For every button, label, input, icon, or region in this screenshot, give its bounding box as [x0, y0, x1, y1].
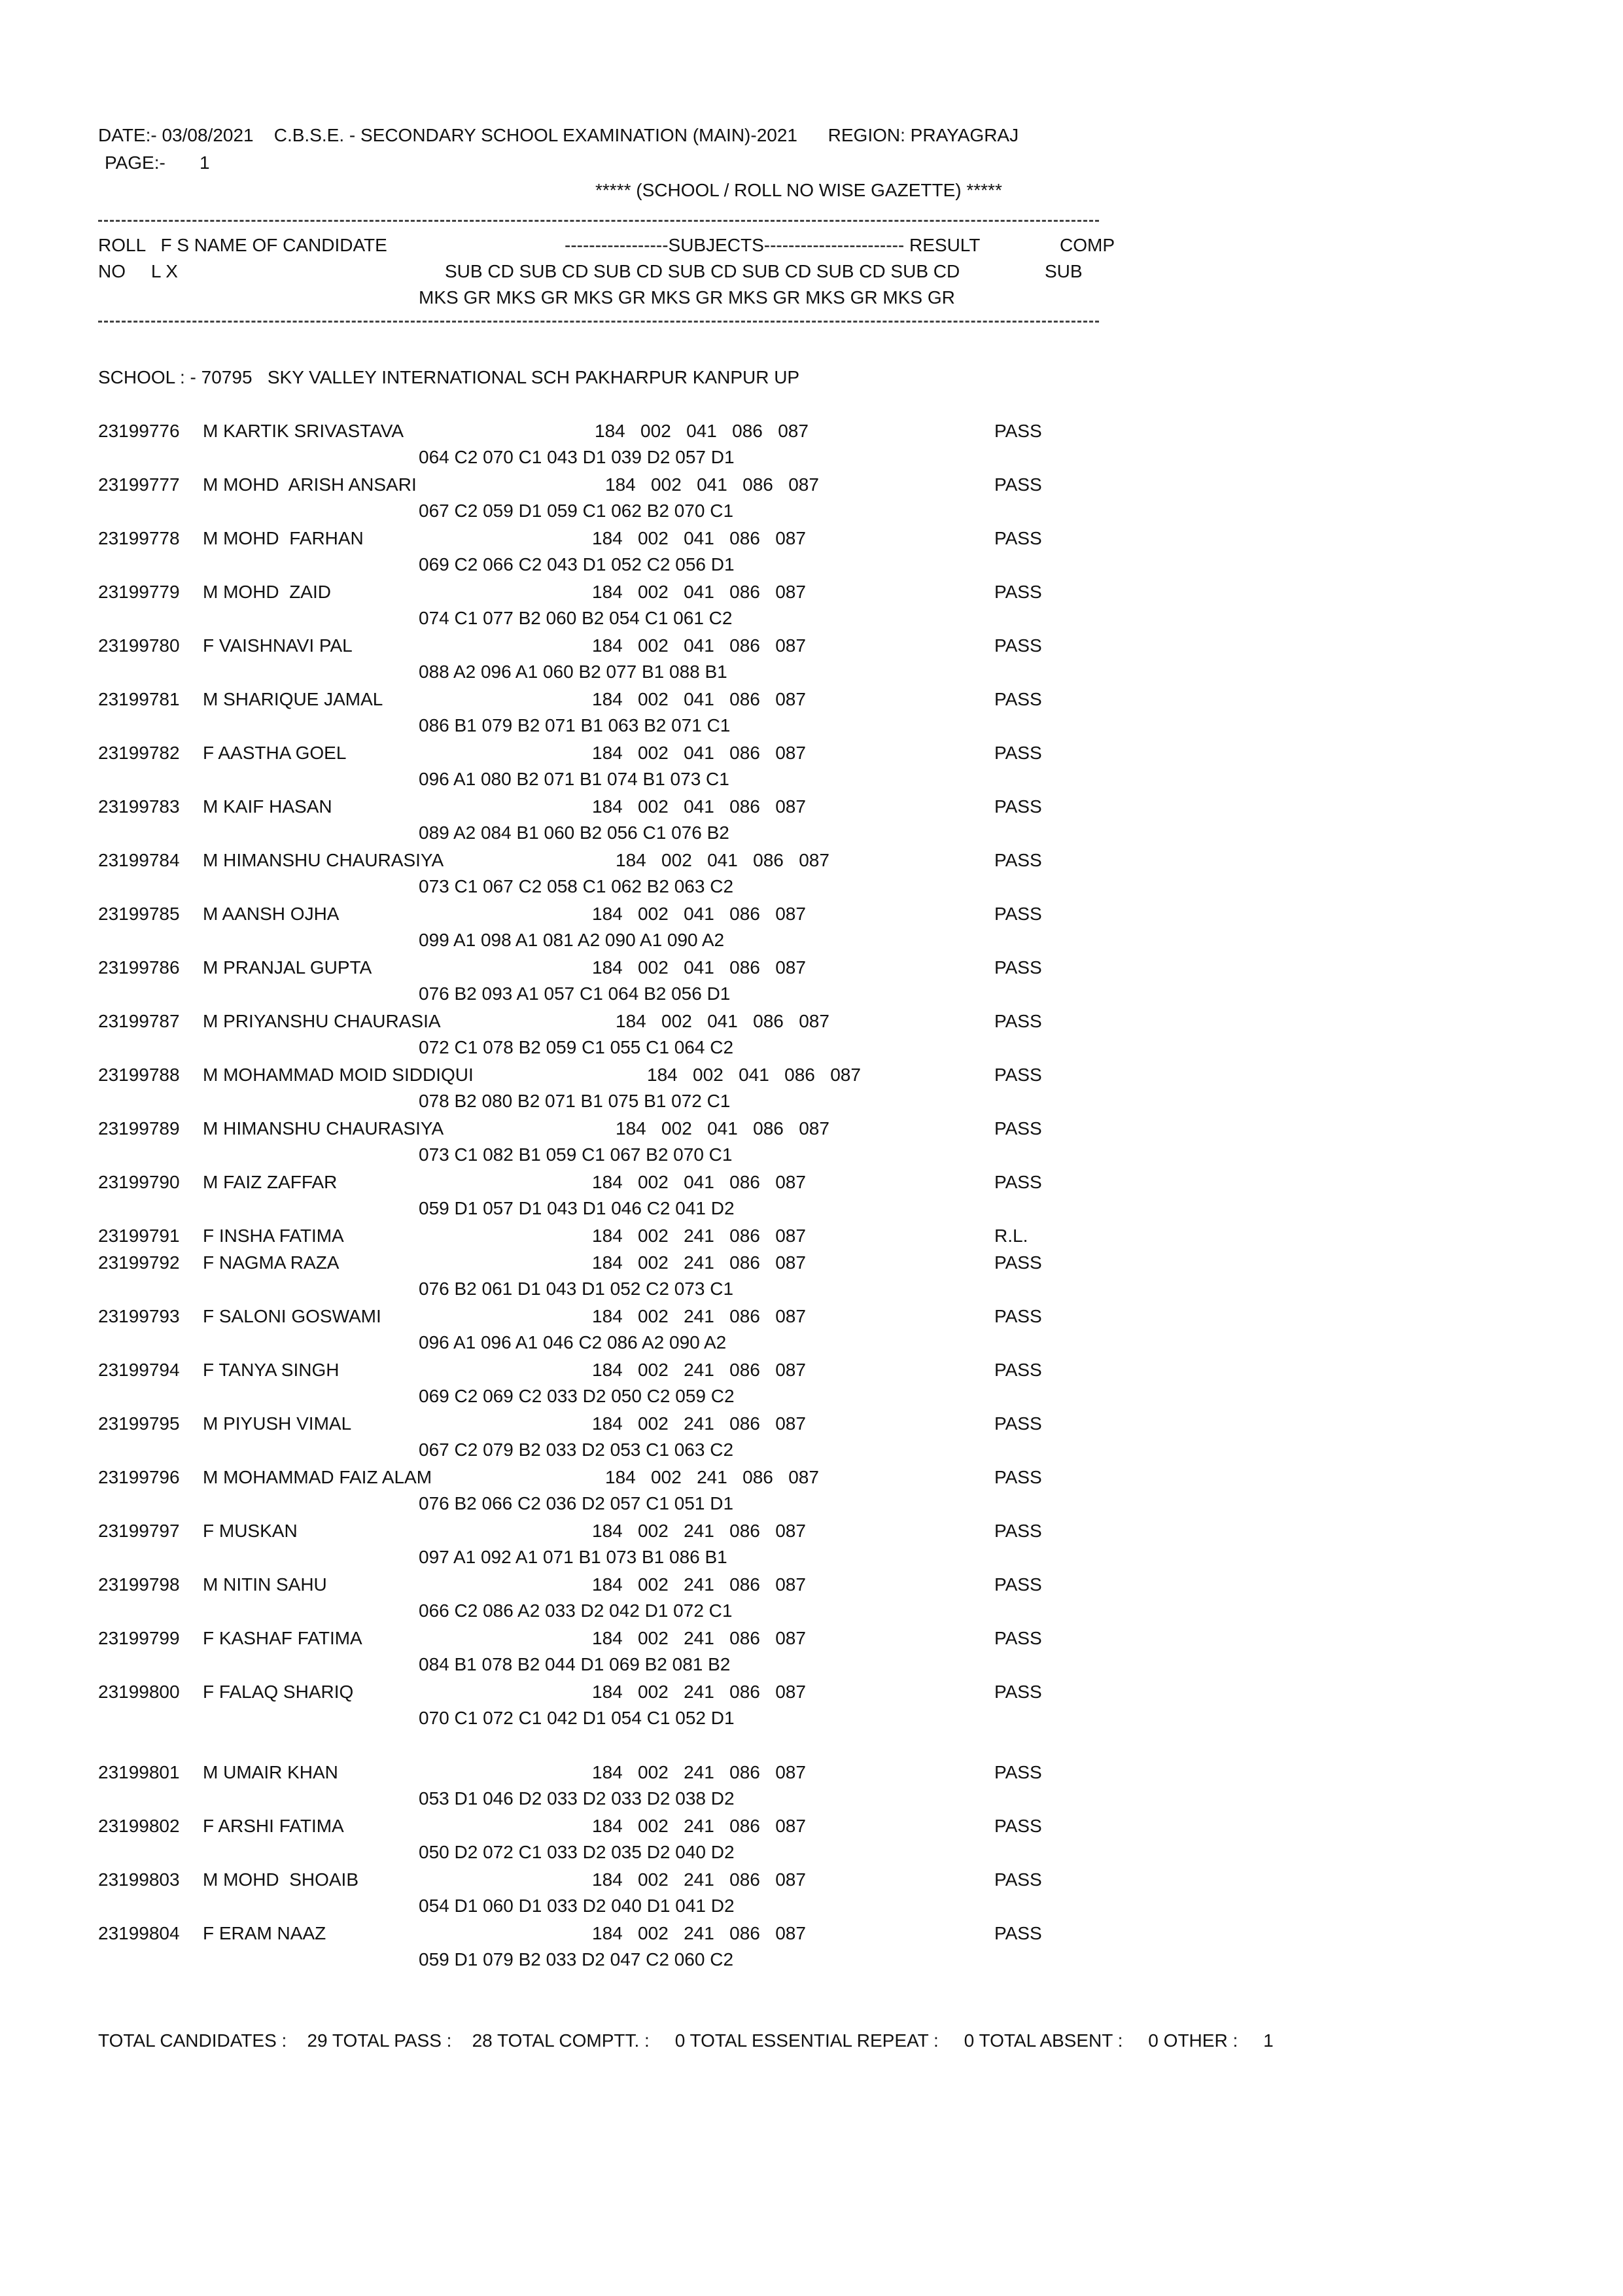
candidate-name: M FAIZ ZAFFAR: [203, 1172, 338, 1192]
roll-number: 23199786: [98, 957, 180, 978]
result: PASS: [994, 1521, 1042, 1541]
candidate-name: M PRANJAL GUPTA: [203, 957, 372, 978]
subject-codes: 184 002 241 086 087: [592, 1574, 806, 1595]
marks-grades: 096 A1 080 B2 071 B1 074 B1 073 C1: [419, 769, 729, 789]
result: PASS: [994, 582, 1042, 602]
candidate-name: F INSHA FATIMA: [203, 1226, 344, 1246]
subject-codes: 184 002 041 086 087: [592, 689, 806, 709]
marks-grades: 059 D1 057 D1 043 D1 046 C2 041 D2: [419, 1198, 735, 1218]
roll-number: 23199787: [98, 1011, 180, 1031]
roll-number: 23199802: [98, 1816, 180, 1836]
totals-line: TOTAL CANDIDATES : 29 TOTAL PASS : 28 TOTAL COMPTT. : 0 TOTAL ESSENTIAL REPEAT : 0 TOTAL ABSENT : 0 OTHER : 1: [98, 2030, 1274, 2051]
subject-codes: 184 002 241 086 087: [605, 1467, 819, 1487]
roll-number: 23199791: [98, 1226, 180, 1246]
result: PASS: [994, 474, 1042, 495]
page-number: 1: [200, 152, 210, 173]
roll-number: 23199777: [98, 474, 180, 495]
result: PASS: [994, 1413, 1042, 1434]
marks-grades: 067 C2 079 B2 033 D2 053 C1 063 C2: [419, 1439, 734, 1460]
result: PASS: [994, 1869, 1042, 1890]
result: PASS: [994, 743, 1042, 763]
marks-grades: 067 C2 059 D1 059 C1 062 B2 070 C1: [419, 501, 734, 521]
roll-number: 23199801: [98, 1762, 180, 1782]
result: PASS: [994, 1252, 1042, 1273]
candidate-name: M HIMANSHU CHAURASIYA: [203, 850, 444, 870]
candidate-name: M MOHAMMAD FAIZ ALAM: [203, 1467, 432, 1487]
result: PASS: [994, 1682, 1042, 1702]
roll-number: 23199780: [98, 635, 180, 656]
candidate-name: F MUSKAN: [203, 1521, 298, 1541]
candidate-name: F AASTHA GOEL: [203, 743, 347, 763]
divider: [98, 220, 1099, 222]
candidate-name: F TANYA SINGH: [203, 1360, 340, 1380]
result: PASS: [994, 528, 1042, 548]
candidate-name: M MOHD ZAID: [203, 582, 331, 602]
column-header-subjects: -----------------SUBJECTS----------------------- RESULT: [565, 235, 981, 255]
roll-number: 23199789: [98, 1118, 180, 1139]
column-header-no: NO L X: [98, 261, 178, 281]
marks-grades: 097 A1 092 A1 071 B1 073 B1 086 B1: [419, 1547, 727, 1567]
result: PASS: [994, 1923, 1042, 1943]
result: PASS: [994, 1467, 1042, 1487]
subject-codes: 184 002 041 086 087: [605, 474, 819, 495]
marks-grades: 070 C1 072 C1 042 D1 054 C1 052 D1: [419, 1708, 735, 1728]
result: PASS: [994, 796, 1042, 817]
roll-number: 23199793: [98, 1306, 180, 1326]
roll-number: 23199782: [98, 743, 180, 763]
marks-grades: 088 A2 096 A1 060 B2 077 B1 088 B1: [419, 662, 727, 682]
candidate-name: M PIYUSH VIMAL: [203, 1413, 352, 1434]
result: PASS: [994, 957, 1042, 978]
subject-codes: 184 002 241 086 087: [592, 1816, 806, 1836]
subject-codes: 184 002 241 086 087: [592, 1762, 806, 1782]
candidate-name: F ARSHI FATIMA: [203, 1816, 344, 1836]
column-header-comp: COMP: [1060, 235, 1115, 255]
candidate-name: M UMAIR KHAN: [203, 1762, 338, 1782]
marks-grades: 054 D1 060 D1 033 D2 040 D1 041 D2: [419, 1896, 735, 1916]
marks-grades: 072 C1 078 B2 059 C1 055 C1 064 C2: [419, 1037, 734, 1057]
roll-number: 23199788: [98, 1065, 180, 1085]
roll-number: 23199795: [98, 1413, 180, 1434]
roll-number: 23199797: [98, 1521, 180, 1541]
marks-grades: 076 B2 061 D1 043 D1 052 C2 073 C1: [419, 1279, 734, 1299]
subject-codes: 184 002 041 086 087: [647, 1065, 861, 1085]
subject-codes: 184 002 241 086 087: [592, 1682, 806, 1702]
subject-codes: 184 002 241 086 087: [592, 1226, 806, 1246]
column-header-sub: SUB: [1045, 261, 1083, 281]
marks-grades: 076 B2 066 C2 036 D2 057 C1 051 D1: [419, 1493, 734, 1513]
marks-grades: 074 C1 077 B2 060 B2 054 C1 061 C2: [419, 608, 733, 628]
roll-number: 23199781: [98, 689, 180, 709]
result: PASS: [994, 689, 1042, 709]
marks-grades: 064 C2 070 C1 043 D1 039 D2 057 D1: [419, 447, 735, 467]
result: PASS: [994, 1118, 1042, 1139]
subject-codes: 184 002 041 086 087: [592, 1172, 806, 1192]
marks-grades: 053 D1 046 D2 033 D2 033 D2 038 D2: [419, 1788, 735, 1809]
marks-grades: 096 A1 096 A1 046 C2 086 A2 090 A2: [419, 1332, 727, 1352]
result: PASS: [994, 1574, 1042, 1595]
roll-number: 23199794: [98, 1360, 180, 1380]
candidate-name: M MOHD ARISH ANSARI: [203, 474, 417, 495]
roll-number: 23199804: [98, 1923, 180, 1943]
roll-number: 23199799: [98, 1628, 180, 1648]
subject-codes: 184 002 041 086 087: [616, 1118, 829, 1139]
result: PASS: [994, 1172, 1042, 1192]
result: PASS: [994, 1762, 1042, 1782]
candidate-name: M AANSH OJHA: [203, 904, 340, 924]
roll-number: 23199785: [98, 904, 180, 924]
column-header-subcd: SUB CD SUB CD SUB CD SUB CD SUB CD SUB CD SUB CD: [445, 261, 960, 281]
school-line: SCHOOL : - 70795 SKY VALLEY INTERNATIONAL SCH PAKHARPUR KANPUR UP: [98, 367, 800, 387]
marks-grades: 073 C1 067 C2 058 C1 062 B2 063 C2: [419, 876, 734, 896]
roll-number: 23199796: [98, 1467, 180, 1487]
candidate-name: M MOHD FARHAN: [203, 528, 364, 548]
candidate-name: M PRIYANSHU CHAURASIA: [203, 1011, 441, 1031]
result: PASS: [994, 1306, 1042, 1326]
marks-grades: 089 A2 084 B1 060 B2 056 C1 076 B2: [419, 822, 729, 843]
candidate-name: F VAISHNAVI PAL: [203, 635, 353, 656]
candidate-name: M NITIN SAHU: [203, 1574, 327, 1595]
subject-codes: 184 002 041 086 087: [616, 1011, 829, 1031]
subject-codes: 184 002 241 086 087: [592, 1923, 806, 1943]
subject-codes: 184 002 041 086 087: [592, 743, 806, 763]
roll-number: 23199776: [98, 421, 180, 441]
marks-grades: 069 C2 066 C2 043 D1 052 C2 056 D1: [419, 554, 735, 574]
candidate-name: F SALONI GOSWAMI: [203, 1306, 381, 1326]
candidate-name: M MOHD SHOAIB: [203, 1869, 359, 1890]
subject-codes: 184 002 241 086 087: [592, 1306, 806, 1326]
marks-grades: 086 B1 079 B2 071 B1 063 B2 071 C1: [419, 715, 731, 735]
marks-grades: 076 B2 093 A1 057 C1 064 B2 056 D1: [419, 983, 731, 1004]
subject-codes: 184 002 041 086 087: [592, 904, 806, 924]
marks-grades: 099 A1 098 A1 081 A2 090 A1 090 A2: [419, 930, 725, 950]
subject-codes: 184 002 241 086 087: [592, 1521, 806, 1541]
marks-grades: 073 C1 082 B1 059 C1 067 B2 070 C1: [419, 1144, 733, 1165]
candidate-name: M HIMANSHU CHAURASIYA: [203, 1118, 444, 1139]
result: R.L.: [994, 1226, 1028, 1246]
column-header-mksgr: MKS GR MKS GR MKS GR MKS GR MKS GR MKS GR MKS GR: [419, 287, 955, 308]
header-title: DATE:- 03/08/2021 C.B.S.E. - SECONDARY SCHOOL EXAMINATION (MAIN)-2021 REGION: PRAYAGRAJ: [98, 125, 1019, 145]
marks-grades: 050 D2 072 C1 033 D2 035 D2 040 D2: [419, 1842, 735, 1862]
roll-number: 23199779: [98, 582, 180, 602]
candidate-name: F FALAQ SHARIQ: [203, 1682, 354, 1702]
roll-number: 23199800: [98, 1682, 180, 1702]
gazette-title: ***** (SCHOOL / ROLL NO WISE GAZETTE) *****: [595, 180, 1002, 200]
roll-number: 23199784: [98, 850, 180, 870]
result: PASS: [994, 421, 1042, 441]
roll-number: 23199792: [98, 1252, 180, 1273]
candidate-name: F ERAM NAAZ: [203, 1923, 326, 1943]
subject-codes: 184 002 041 086 087: [592, 528, 806, 548]
result: PASS: [994, 1628, 1042, 1648]
result: PASS: [994, 635, 1042, 656]
candidate-name: M KAIF HASAN: [203, 796, 332, 817]
roll-number: 23199778: [98, 528, 180, 548]
subject-codes: 184 002 041 086 087: [592, 635, 806, 656]
candidate-name: F KASHAF FATIMA: [203, 1628, 362, 1648]
marks-grades: 066 C2 086 A2 033 D2 042 D1 072 C1: [419, 1600, 733, 1621]
subject-codes: 184 002 241 086 087: [592, 1252, 806, 1273]
subject-codes: 184 002 041 086 087: [592, 957, 806, 978]
marks-grades: 078 B2 080 B2 071 B1 075 B1 072 C1: [419, 1091, 731, 1111]
subject-codes: 184 002 241 086 087: [592, 1628, 806, 1648]
marks-grades: 059 D1 079 B2 033 D2 047 C2 060 C2: [419, 1949, 734, 1969]
roll-number: 23199783: [98, 796, 180, 817]
candidate-name: F NAGMA RAZA: [203, 1252, 340, 1273]
subject-codes: 184 002 241 086 087: [592, 1413, 806, 1434]
marks-grades: 069 C2 069 C2 033 D2 050 C2 059 C2: [419, 1386, 735, 1406]
result: PASS: [994, 904, 1042, 924]
result: PASS: [994, 850, 1042, 870]
roll-number: 23199798: [98, 1574, 180, 1595]
roll-number: 23199790: [98, 1172, 180, 1192]
result: PASS: [994, 1065, 1042, 1085]
divider: [98, 321, 1099, 323]
subject-codes: 184 002 241 086 087: [592, 1869, 806, 1890]
candidate-name: M SHARIQUE JAMAL: [203, 689, 383, 709]
result: PASS: [994, 1360, 1042, 1380]
subject-codes: 184 002 041 086 087: [595, 421, 809, 441]
result: PASS: [994, 1816, 1042, 1836]
subject-codes: 184 002 041 086 087: [592, 582, 806, 602]
candidate-name: M KARTIK SRIVASTAVA: [203, 421, 404, 441]
subject-codes: 184 002 241 086 087: [592, 1360, 806, 1380]
marks-grades: 084 B1 078 B2 044 D1 069 B2 081 B2: [419, 1654, 731, 1674]
result: PASS: [994, 1011, 1042, 1031]
column-header-roll: ROLL F S NAME OF CANDIDATE: [98, 235, 387, 255]
page-label: PAGE:-: [105, 152, 166, 173]
roll-number: 23199803: [98, 1869, 180, 1890]
subject-codes: 184 002 041 086 087: [616, 850, 829, 870]
subject-codes: 184 002 041 086 087: [592, 796, 806, 817]
candidate-name: M MOHAMMAD MOID SIDDIQUI: [203, 1065, 474, 1085]
